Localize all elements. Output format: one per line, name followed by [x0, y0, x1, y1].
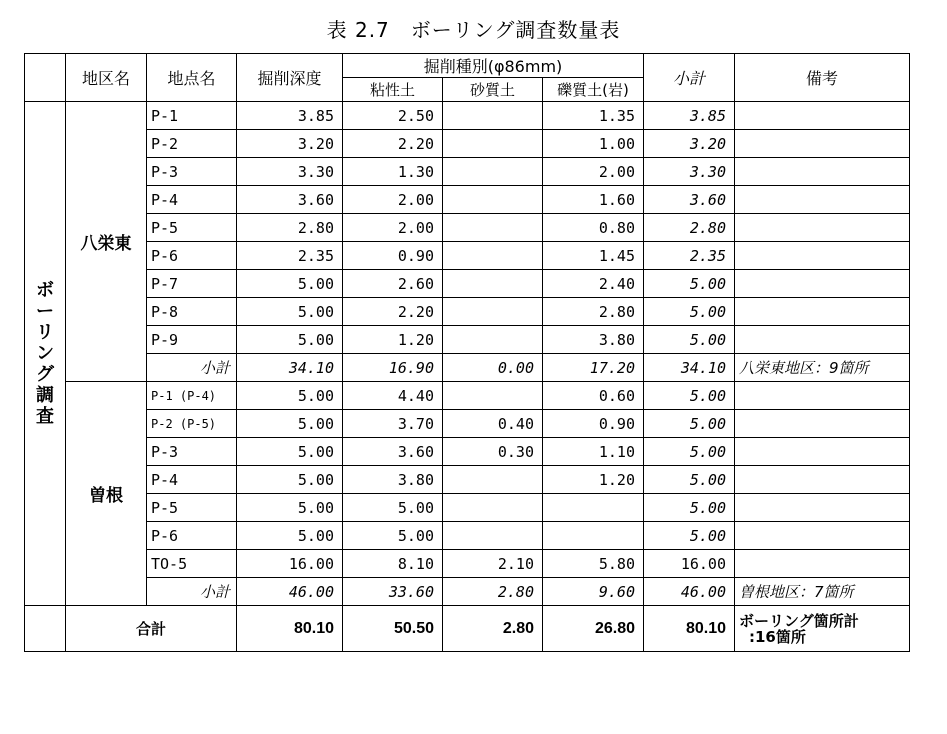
- gravel-cell: 1.45: [543, 242, 644, 270]
- point-cell: P-8: [147, 298, 237, 326]
- depth-cell: 46.00: [237, 578, 343, 606]
- point-cell: P-1 (P-4): [147, 382, 237, 410]
- depth-cell: 2.80: [237, 214, 343, 242]
- sand-cell: 0.00: [443, 354, 543, 382]
- subtotal-cell: 2.80: [644, 214, 735, 242]
- point-cell: P-3: [147, 158, 237, 186]
- table-row: [25, 298, 910, 326]
- gravel-cell: 0.90: [543, 410, 644, 438]
- subtotal-cell: 5.00: [644, 270, 735, 298]
- remarks-cell: [735, 214, 910, 242]
- boring-survey-table: [24, 53, 910, 652]
- corner-cell: [25, 54, 66, 102]
- subtotal-cell: 5.00: [644, 438, 735, 466]
- gravel-cell: 0.80: [543, 214, 644, 242]
- clay-cell: 2.60: [343, 270, 443, 298]
- remarks-cell: [735, 382, 910, 410]
- total-gravel: 26.80: [543, 606, 644, 652]
- subtotal-label: 小計: [147, 578, 237, 606]
- depth-cell: 3.60: [237, 186, 343, 214]
- total-subtotal: 80.10: [644, 606, 735, 652]
- total-row: [25, 606, 910, 652]
- remarks-cell: 曽根地区：7箇所: [735, 578, 910, 606]
- sand-cell: 2.10: [443, 550, 543, 578]
- clay-cell: 2.20: [343, 298, 443, 326]
- header-district: 地区名: [66, 54, 147, 102]
- category-label: ボーリング調査: [25, 102, 66, 606]
- gravel-cell: 1.20: [543, 466, 644, 494]
- gravel-cell: 1.00: [543, 130, 644, 158]
- total-remarks-line1: ボーリング箇所計: [739, 611, 859, 630]
- point-cell: P-6: [147, 242, 237, 270]
- table-row: [25, 186, 910, 214]
- subtotal-cell: 5.00: [644, 298, 735, 326]
- clay-cell: 3.60: [343, 438, 443, 466]
- clay-cell: 5.00: [343, 522, 443, 550]
- district-name: 曽根: [66, 382, 147, 606]
- gravel-cell: 3.80: [543, 326, 644, 354]
- point-cell: P-4: [147, 186, 237, 214]
- subtotal-cell: 5.00: [644, 466, 735, 494]
- sand-cell: [443, 102, 543, 130]
- table-row: [25, 130, 910, 158]
- table-row: [25, 550, 910, 578]
- header-subtotal: 小計: [644, 54, 735, 102]
- table-row: [25, 466, 910, 494]
- depth-cell: 5.00: [237, 298, 343, 326]
- remarks-cell: [735, 522, 910, 550]
- depth-cell: 5.00: [237, 522, 343, 550]
- remarks-cell: [735, 158, 910, 186]
- header-sand: 砂質土: [443, 78, 543, 102]
- depth-cell: 5.00: [237, 326, 343, 354]
- subtotal-cell: 5.00: [644, 410, 735, 438]
- total-clay: 50.50: [343, 606, 443, 652]
- gravel-cell: 2.80: [543, 298, 644, 326]
- subtotal-label: 小計: [147, 354, 237, 382]
- subtotal-row: [25, 354, 910, 382]
- gravel-cell: 1.60: [543, 186, 644, 214]
- sand-cell: [443, 242, 543, 270]
- sand-cell: 2.80: [443, 578, 543, 606]
- depth-cell: 2.35: [237, 242, 343, 270]
- clay-cell: 2.00: [343, 186, 443, 214]
- point-cell: P-2 (P-5): [147, 410, 237, 438]
- table-row: [25, 494, 910, 522]
- clay-cell: 1.30: [343, 158, 443, 186]
- table-row: [25, 102, 910, 130]
- remarks-cell: [735, 326, 910, 354]
- subtotal-cell: 2.35: [644, 242, 735, 270]
- table-row: [25, 158, 910, 186]
- table-title: 表 2.7 ボーリング調査数量表: [326, 18, 621, 42]
- header-type-group: 掘削種別(φ86mm): [343, 54, 644, 78]
- point-cell: P-5: [147, 214, 237, 242]
- sand-cell: [443, 298, 543, 326]
- table-row: [25, 214, 910, 242]
- table-row: [25, 438, 910, 466]
- gravel-cell: [543, 494, 644, 522]
- clay-cell: 8.10: [343, 550, 443, 578]
- subtotal-cell: 5.00: [644, 522, 735, 550]
- table-row: [25, 410, 910, 438]
- remarks-cell: [735, 466, 910, 494]
- subtotal-row: [25, 578, 910, 606]
- clay-cell: 1.20: [343, 326, 443, 354]
- point-cell: P-6: [147, 522, 237, 550]
- remarks-cell: [735, 298, 910, 326]
- total-remarks-line2: :16箇所: [749, 627, 806, 646]
- header-depth: 掘削深度: [237, 54, 343, 102]
- header-point: 地点名: [147, 54, 237, 102]
- remarks-cell: [735, 186, 910, 214]
- sand-cell: [443, 186, 543, 214]
- subtotal-cell: 34.10: [644, 354, 735, 382]
- total-depth: 80.10: [237, 606, 343, 652]
- remarks-cell: [735, 550, 910, 578]
- subtotal-cell: 5.00: [644, 494, 735, 522]
- remarks-cell: [735, 270, 910, 298]
- clay-cell: 3.80: [343, 466, 443, 494]
- remarks-cell: [735, 410, 910, 438]
- subtotal-cell: 16.00: [644, 550, 735, 578]
- district-name: 八栄東: [66, 102, 147, 382]
- point-cell: TO-5: [147, 550, 237, 578]
- subtotal-cell: 3.60: [644, 186, 735, 214]
- subtotal-cell: 3.30: [644, 158, 735, 186]
- sand-cell: [443, 522, 543, 550]
- sand-cell: 0.40: [443, 410, 543, 438]
- depth-cell: 5.00: [237, 494, 343, 522]
- subtotal-cell: 3.20: [644, 130, 735, 158]
- total-remarks: [735, 606, 910, 652]
- depth-cell: 3.30: [237, 158, 343, 186]
- depth-cell: 5.00: [237, 270, 343, 298]
- depth-cell: 5.00: [237, 438, 343, 466]
- depth-cell: 3.85: [237, 102, 343, 130]
- clay-cell: 4.40: [343, 382, 443, 410]
- depth-cell: 5.00: [237, 410, 343, 438]
- gravel-cell: 1.35: [543, 102, 644, 130]
- clay-cell: 33.60: [343, 578, 443, 606]
- table-row: [25, 270, 910, 298]
- total-blank-cell: [25, 606, 66, 652]
- table-row: [25, 382, 910, 410]
- remarks-cell: 八栄東地区：9箇所: [735, 354, 910, 382]
- header-gravel: 礫質土(岩): [543, 78, 644, 102]
- subtotal-cell: 5.00: [644, 382, 735, 410]
- subtotal-cell: 46.00: [644, 578, 735, 606]
- remarks-cell: [735, 102, 910, 130]
- table-row: [25, 522, 910, 550]
- sand-cell: [443, 494, 543, 522]
- clay-cell: 2.50: [343, 102, 443, 130]
- point-cell: P-5: [147, 494, 237, 522]
- gravel-cell: 2.00: [543, 158, 644, 186]
- remarks-cell: [735, 494, 910, 522]
- gravel-cell: 1.10: [543, 438, 644, 466]
- clay-cell: 3.70: [343, 410, 443, 438]
- total-sand: 2.80: [443, 606, 543, 652]
- header-remarks: 備考: [735, 54, 910, 102]
- sand-cell: [443, 158, 543, 186]
- point-cell: P-1: [147, 102, 237, 130]
- gravel-cell: 0.60: [543, 382, 644, 410]
- gravel-cell: [543, 522, 644, 550]
- clay-cell: 0.90: [343, 242, 443, 270]
- clay-cell: 5.00: [343, 494, 443, 522]
- point-cell: P-7: [147, 270, 237, 298]
- sand-cell: [443, 382, 543, 410]
- sand-cell: [443, 130, 543, 158]
- sand-cell: [443, 326, 543, 354]
- point-cell: P-3: [147, 438, 237, 466]
- depth-cell: 5.00: [237, 466, 343, 494]
- depth-cell: 3.20: [237, 130, 343, 158]
- remarks-cell: [735, 130, 910, 158]
- total-label: 合計: [66, 606, 237, 652]
- sand-cell: 0.30: [443, 438, 543, 466]
- sand-cell: [443, 466, 543, 494]
- point-cell: P-9: [147, 326, 237, 354]
- point-cell: P-2: [147, 130, 237, 158]
- sand-cell: [443, 214, 543, 242]
- depth-cell: 34.10: [237, 354, 343, 382]
- header-clay: 粘性土: [343, 78, 443, 102]
- clay-cell: 16.90: [343, 354, 443, 382]
- gravel-cell: 17.20: [543, 354, 644, 382]
- remarks-cell: [735, 438, 910, 466]
- sand-cell: [443, 270, 543, 298]
- gravel-cell: 2.40: [543, 270, 644, 298]
- gravel-cell: 5.80: [543, 550, 644, 578]
- clay-cell: 2.20: [343, 130, 443, 158]
- depth-cell: 16.00: [237, 550, 343, 578]
- table-row: [25, 242, 910, 270]
- clay-cell: 2.00: [343, 214, 443, 242]
- subtotal-cell: 3.85: [644, 102, 735, 130]
- table-row: [25, 326, 910, 354]
- gravel-cell: 9.60: [543, 578, 644, 606]
- subtotal-cell: 5.00: [644, 326, 735, 354]
- remarks-cell: [735, 242, 910, 270]
- point-cell: P-4: [147, 466, 237, 494]
- depth-cell: 5.00: [237, 382, 343, 410]
